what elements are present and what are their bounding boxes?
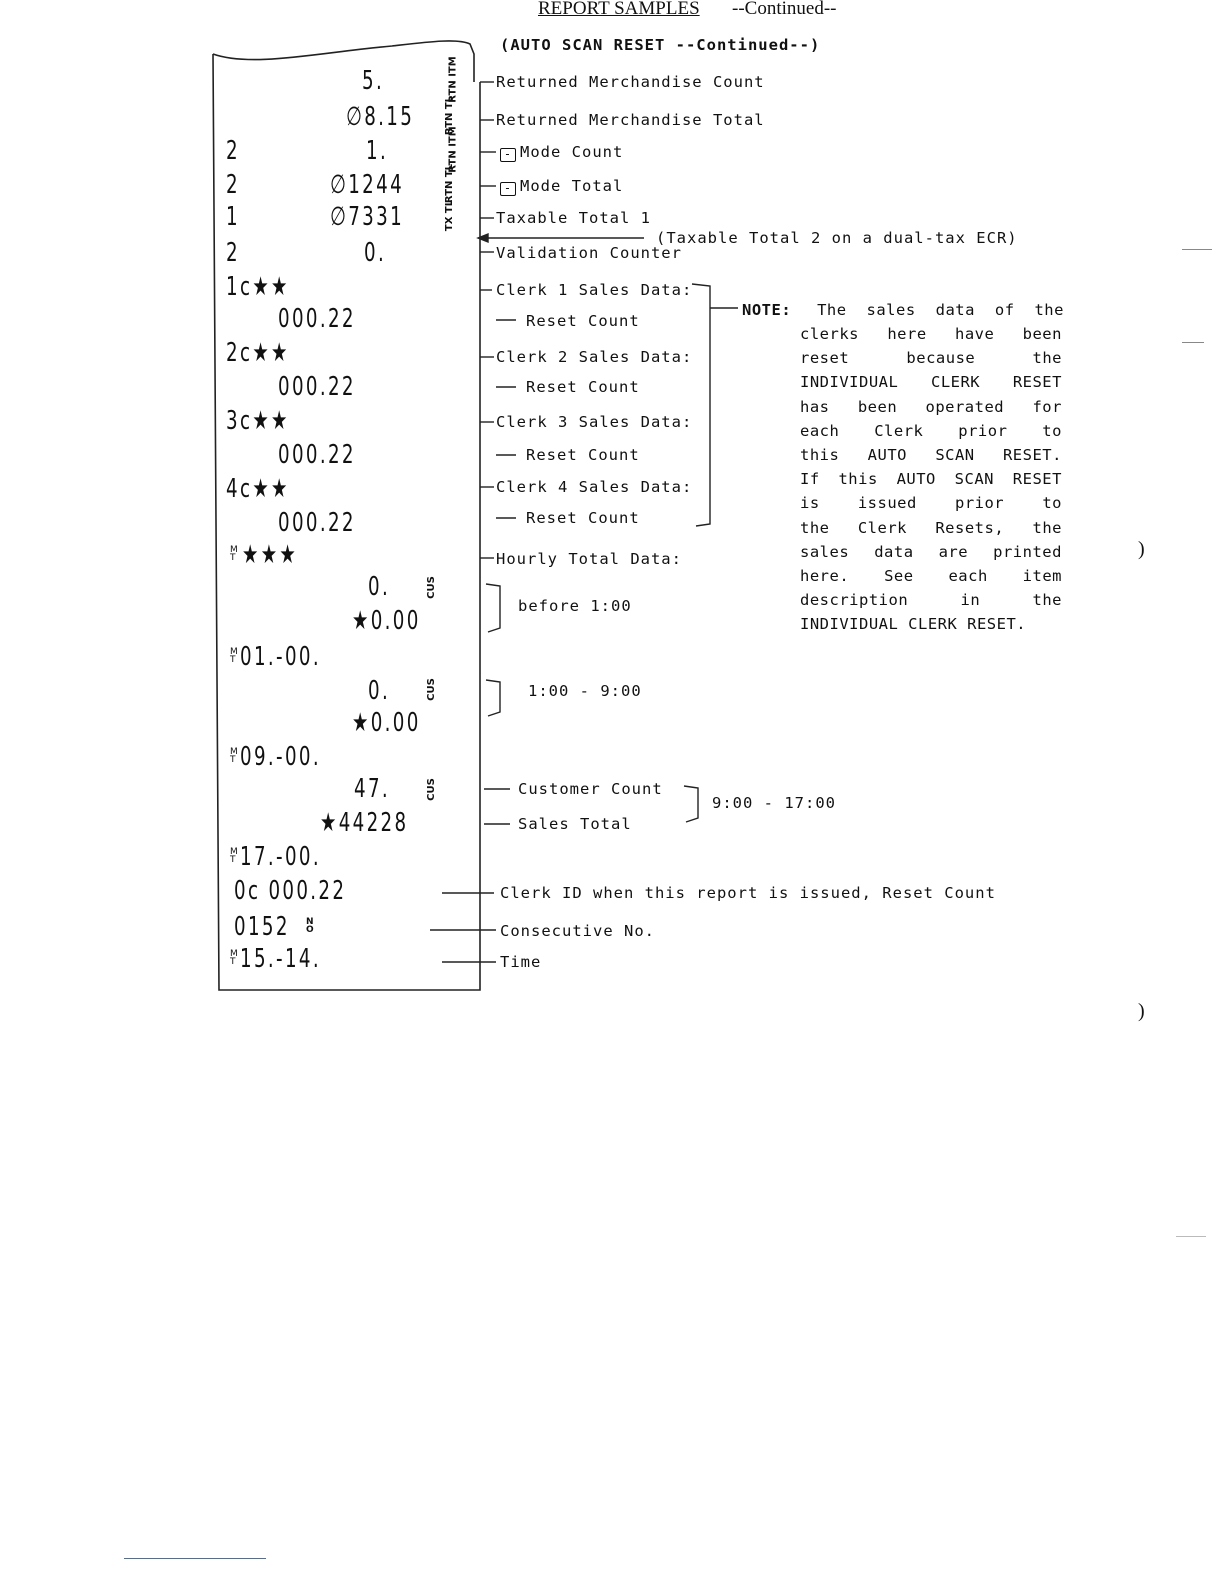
h1-time: 01.-00. — [240, 642, 321, 672]
taxable-left: 1 — [226, 202, 240, 232]
consecutive-line: 0152 — [234, 912, 290, 942]
mode-count-left: 2 — [226, 136, 240, 166]
h3-count: 47. — [354, 774, 391, 804]
note-line-13: INDIVIDUAL CLERK RESET. — [800, 615, 1027, 634]
label-range2: 9:00 - 17:00 — [712, 794, 836, 812]
title-text: REPORT SAMPLES — [538, 0, 700, 19]
note-block — [742, 298, 1064, 322]
clerk-id-line: 0ᴄ 000.22 — [234, 876, 347, 906]
tm-symbol-5: M T — [230, 949, 238, 967]
label-customer-count: Customer Count — [518, 780, 663, 798]
label-reset-count-3: Reset Count — [526, 446, 640, 464]
mode-count-text: Mode Count — [520, 143, 624, 161]
mode-total-value: ∅1244 — [330, 170, 405, 200]
rtn-tl-symbol-2: RTN TL — [444, 163, 456, 204]
note-line-9: the Clerk Resets, the — [800, 518, 1062, 537]
h3-total: ★44228 — [320, 808, 409, 838]
label-clerk1: Clerk 1 Sales Data: — [496, 281, 693, 299]
footer-rule — [124, 1558, 266, 1559]
label-reset-count-4: Reset Count — [526, 509, 640, 527]
minus-key-icon: - — [500, 182, 516, 196]
clerk3-count: 000.22 — [278, 440, 356, 470]
clerk1-count: 000.22 — [278, 304, 356, 334]
note-line-10: sales data are printed — [800, 542, 1062, 561]
note-line-2: reset because the — [800, 349, 1062, 368]
clerk2-count: 000.22 — [278, 372, 356, 402]
hourly-header: ★★★ — [242, 540, 299, 570]
mode-total-left: 2 — [226, 170, 240, 200]
label-mode-total — [500, 177, 623, 196]
mode-count-value: 1. — [366, 136, 389, 166]
label-time: Time — [500, 953, 542, 971]
label-clerk2: Clerk 2 Sales Data: — [496, 348, 693, 366]
mode-total-text: Mode Total — [520, 177, 624, 195]
label-mode-count — [500, 143, 623, 162]
note-line-3: INDIVIDUAL CLERK RESET — [800, 373, 1062, 392]
note-body — [800, 322, 1062, 636]
label-range1: 1:00 - 9:00 — [528, 682, 642, 700]
margin-paren-1: ) — [1138, 538, 1145, 560]
label-clerk4: Clerk 4 Sales Data: — [496, 478, 693, 496]
note-line-4: has been operated for — [800, 397, 1062, 416]
scan-mark — [1176, 1236, 1206, 1237]
label-rm-count: Returned Merchandise Count — [496, 73, 765, 91]
note-label: NOTE: — [742, 301, 792, 319]
validation-left: 2 — [226, 238, 240, 268]
cus-symbol-1: CUS — [425, 576, 437, 599]
cus-symbol-2: CUS — [425, 678, 437, 701]
label-rm-total: Returned Merchandise Total — [496, 111, 765, 129]
note-line-12: description in the — [800, 591, 1062, 610]
label-taxable-total: Taxable Total 1 — [496, 209, 651, 227]
tm-symbol-1: M T — [230, 545, 238, 563]
rm-total-value: ∅8.15 — [346, 102, 415, 132]
note-line-0: NOTE: The sales data of the — [742, 298, 1064, 322]
tm-symbol-3: M T — [230, 747, 238, 765]
clerk4-count: 000.22 — [278, 508, 356, 538]
label-consecutive: Consecutive No. — [500, 922, 655, 940]
clerk3-id: 3ᴄ★★ — [226, 406, 290, 436]
clerk1-id: 1ᴄ★★ — [226, 272, 290, 302]
label-clerk-id: Clerk ID when this report is issued, Reset Count — [500, 884, 996, 902]
label-validation: Validation Counter — [496, 244, 682, 262]
note-line-5: each Clerk prior to — [800, 421, 1062, 440]
tm-symbol-4: M T — [230, 847, 238, 865]
cus-symbol-3: CUS — [425, 778, 437, 801]
h2-time: 09.-00. — [240, 742, 321, 772]
h1-total: ★0.00 — [352, 606, 421, 636]
margin-paren-2: ) — [1138, 1000, 1145, 1022]
receipt-tape — [212, 40, 482, 994]
label-reset-count-2: Reset Count — [526, 378, 640, 396]
note-line-1: clerks here have been — [800, 325, 1062, 343]
note-line-11: here. See each item — [800, 566, 1062, 585]
scan-mark — [1182, 342, 1204, 343]
title-continued: --Continued-- — [732, 0, 837, 19]
rtn-tl-symbol-1: RTN TL — [444, 95, 456, 136]
clerk2-id: 2ᴄ★★ — [226, 338, 290, 368]
taxable-value: ∅7331 — [330, 202, 405, 232]
tx-tl-symbol: TX TL — [444, 199, 456, 232]
page-title — [538, 0, 700, 20]
h3-time: 17.-00. — [240, 842, 321, 872]
note-line-7: If this AUTO SCAN RESET — [800, 470, 1062, 489]
label-taxable-note: (Taxable Total 2 on a dual-tax ECR) — [656, 229, 1018, 247]
minus-key-icon: - — [500, 148, 516, 162]
label-reset-count-1: Reset Count — [526, 312, 640, 330]
validation-value: 0. — [364, 238, 387, 268]
note-line-8: is issued prior to — [800, 494, 1062, 513]
label-sales-total: Sales Total — [518, 815, 632, 833]
clerk4-id: 4ᴄ★★ — [226, 474, 290, 504]
scan-mark — [1182, 249, 1212, 250]
h2-count: 0. — [368, 676, 391, 706]
rtn-itm-symbol-1: RTN ITM — [447, 56, 459, 103]
no-symbol: N O — [306, 917, 314, 935]
h1-count: 0. — [368, 572, 391, 602]
label-before: before 1:00 — [518, 597, 632, 615]
subtitle: (AUTO SCAN RESET --Continued--) — [500, 36, 821, 54]
label-hourly: Hourly Total Data: — [496, 550, 682, 568]
rtn-itm-symbol-2: RTN ITM — [447, 126, 459, 173]
rm-count-value: 5. — [362, 66, 385, 96]
h2-total: ★0.00 — [352, 708, 421, 738]
time-line: 15.-14. — [240, 944, 321, 974]
note-line-6: this AUTO SCAN RESET. — [800, 445, 1062, 464]
label-clerk3: Clerk 3 Sales Data: — [496, 413, 693, 431]
tm-symbol-2: M T — [230, 647, 238, 665]
